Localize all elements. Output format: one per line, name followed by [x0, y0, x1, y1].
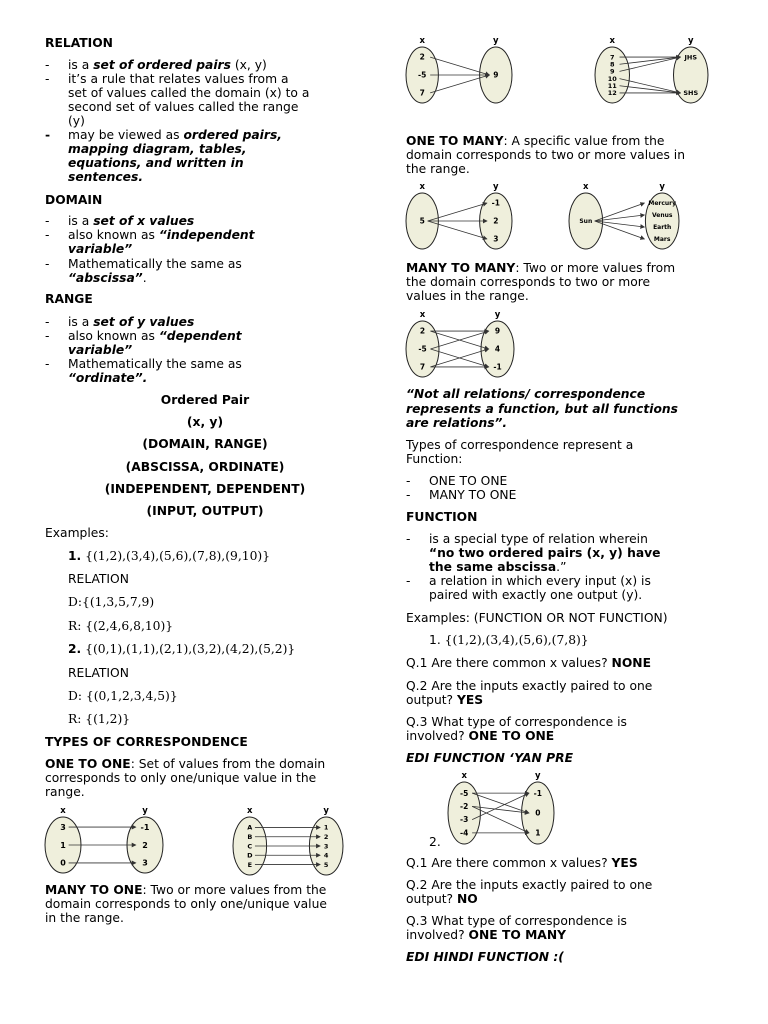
many-to-many-definition: MANY TO MANY: Two or more values from — [406, 261, 676, 275]
axis-y-label: y — [323, 806, 329, 816]
domain-value: B — [247, 832, 253, 841]
function-item-1: - is a special type of relation wherein — [406, 532, 648, 546]
domain-value: -2 — [460, 802, 469, 812]
ordered-pair-line: (DOMAIN, RANGE) — [142, 437, 268, 451]
relation-item-3-line: equations, and written in — [68, 156, 244, 170]
range-item-3: - Mathematically the same as — [45, 357, 242, 371]
one-to-one-definition: ONE TO ONE: Set of values from the domain — [45, 757, 326, 771]
range-value: 2 — [493, 216, 499, 226]
function-item-2-line: paired with exactly one output (y). — [429, 588, 643, 602]
domain-value: Sun — [579, 218, 593, 226]
question-2: Q.2 Are the inputs exactly paired to one — [406, 679, 653, 693]
question-5: Q.2 Are the inputs exactly paired to one — [406, 878, 653, 892]
function-example-1-set: 1. {(1,2),(3,4),(5,6),(7,8)} — [429, 633, 589, 647]
range-value: 5 — [323, 860, 329, 869]
range-value: 1 — [535, 828, 541, 838]
axis-x-label: x — [419, 310, 426, 320]
domain-value: D — [247, 851, 253, 860]
mapping-arrow — [620, 57, 681, 64]
range-value: 2 — [142, 840, 148, 850]
many-to-many-definition-line: values in the range. — [406, 289, 529, 303]
example-1-set: 1. {(1,2),(3,4),(5,6),(7,8),(9,10)} — [68, 549, 271, 563]
range-value: SHS — [683, 89, 699, 98]
function-item-1-line: “no two ordered pairs (x, y) have — [429, 546, 661, 560]
axis-y-label: y — [142, 806, 148, 816]
range-value: 1 — [323, 823, 329, 832]
function-examples-label: Examples: (FUNCTION OR NOT FUNCTION) — [406, 611, 668, 625]
axis-x-label: x — [609, 36, 615, 46]
range-heading: RANGE — [45, 292, 93, 306]
range-value: 3 — [323, 842, 329, 851]
one-to-many-definition-line: domain corresponds to two or more values in — [406, 148, 686, 162]
relation-item-2-line: second set of values called the range — [68, 100, 299, 114]
relation-item-2-line: set of values called the domain (x) to a — [68, 86, 310, 100]
range-value: Earth — [653, 224, 672, 232]
axis-x-label: x — [583, 182, 589, 192]
question-3-line: involved? ONE TO ONE — [406, 729, 555, 743]
range-value: -1 — [491, 198, 500, 208]
domain-value: 1 — [60, 840, 66, 850]
range-value: JHS — [684, 53, 698, 62]
axis-y-label: y — [494, 310, 501, 320]
domain-heading: DOMAIN — [45, 193, 103, 207]
domain-value: 7 — [419, 362, 426, 372]
domain-value: 0 — [60, 858, 66, 868]
range-value: Mercury — [648, 200, 677, 208]
verdict-2: EDI HINDI FUNCTION :( — [406, 950, 564, 964]
ordered-pair-line: (INDEPENDENT, DEPENDENT) — [104, 482, 306, 496]
range-item-3-line: “ordinate”. — [68, 371, 148, 385]
mapping-diagram-function-example-2 — [447, 770, 555, 846]
axis-y-label: y — [493, 36, 499, 46]
one-to-one-definition-line: corresponds to only one/unique value in the — [45, 771, 317, 785]
range-value: 3 — [142, 858, 148, 868]
range-value: Mars — [653, 236, 671, 244]
domain-value: 12 — [607, 89, 617, 98]
example-2-range: R: {(1,2)} — [68, 712, 131, 726]
example-1-domain: D:{(1,3,5,7,9) — [68, 595, 155, 609]
function-types-intro: Types of correspondence represent a — [406, 438, 634, 452]
question-2-line: output? YES — [406, 693, 484, 707]
axis-x-label: x — [461, 771, 467, 781]
example-1-type: RELATION — [68, 572, 129, 586]
example-1-range: R: {(2,4,6,8,10)} — [68, 619, 174, 633]
mapping-diagram-one-to-one-1 — [44, 805, 164, 875]
function-quote: “Not all relations/ correspondence — [406, 387, 646, 401]
domain-item-2: - also known as “independent — [45, 228, 255, 242]
mapping-diagram-one-to-many-1 — [405, 181, 513, 251]
mapping-diagram-one-to-many-2 — [568, 181, 680, 251]
range-value: -1 — [140, 822, 150, 832]
range-item-2: - also known as “dependent — [45, 329, 242, 343]
domain-value: C — [247, 842, 253, 851]
domain-value: E — [247, 860, 253, 869]
mapping-arrow — [472, 793, 529, 819]
range-value: -1 — [533, 788, 542, 798]
range-value: 2 — [323, 832, 329, 841]
many-to-one-definition-line: in the range. — [45, 911, 124, 925]
domain-value: A — [247, 823, 253, 832]
question-5-line: output? NO — [406, 892, 478, 906]
ordered-pair-title: Ordered Pair — [160, 393, 250, 407]
domain-item-3: - Mathematically the same as — [45, 257, 242, 271]
example-2-type: RELATION — [68, 666, 129, 680]
axis-x-label: x — [60, 806, 66, 816]
one-to-many-definition-line: the range. — [406, 162, 470, 176]
domain-value: -3 — [460, 815, 469, 825]
relation-heading: RELATION — [45, 36, 113, 50]
ordered-pair-line: (x, y) — [186, 415, 224, 429]
range-value: 9 — [494, 326, 501, 336]
question-4: Q.1 Are there common x values? YES — [406, 856, 638, 870]
question-3: Q.3 What type of correspondence is — [406, 715, 627, 729]
axis-y-label: y — [659, 182, 665, 192]
axis-x-label: x — [247, 806, 253, 816]
examples-label: Examples: — [45, 526, 109, 540]
range-value: 4 — [323, 851, 329, 860]
one-to-one-definition-line: range. — [45, 785, 85, 799]
range-value: 4 — [494, 344, 501, 354]
many-to-many-definition-line: the domain corresponds to two or more — [406, 275, 651, 289]
mapping-arrow — [620, 86, 681, 93]
question-1: Q.1 Are there common x values? NONE — [406, 656, 651, 670]
example-2-set: 2. {(0,1),(1,1),(2,1),(3,2),(4,2),(5,2)} — [68, 642, 296, 656]
relation-item-3-line: mapping diagram, tables, — [68, 142, 247, 156]
relation-item-2-line: (y) — [68, 114, 85, 128]
function-item-1-line: the same abscissa.” — [429, 560, 567, 574]
domain-value: 8 — [609, 60, 615, 69]
domain-item-2-line: variable” — [68, 242, 133, 256]
function-type-item: - ONE TO ONE — [406, 474, 508, 488]
function-quote-line: are relations”. — [406, 416, 508, 430]
function-example-2-number: 2. — [429, 835, 441, 849]
function-quote-line: represents a function, but all functions — [406, 402, 678, 416]
relation-item-1: - is a set of ordered pairs (x, y) — [45, 58, 267, 72]
domain-value: 2 — [419, 52, 425, 62]
domain-item-1: - is a set of x values — [45, 214, 195, 228]
axis-x-label: x — [419, 182, 425, 192]
mapping-diagram-many-to-one-2 — [594, 35, 709, 105]
domain-value: -4 — [460, 828, 469, 838]
range-value: 9 — [493, 70, 499, 80]
domain-value: -5 — [460, 788, 469, 798]
question-6: Q.3 What type of correspondence is — [406, 914, 627, 928]
range-value: 0 — [535, 808, 541, 818]
domain-value: 10 — [607, 74, 617, 83]
function-item-2: - a relation in which every input (x) is — [406, 574, 651, 588]
domain-value: 2 — [419, 326, 426, 336]
domain-value: 3 — [60, 822, 66, 832]
ordered-pair-line: (INPUT, OUTPUT) — [146, 504, 264, 518]
function-types-intro-line: Function: — [406, 452, 463, 466]
domain-value: 7 — [419, 88, 425, 98]
range-value: -1 — [493, 362, 502, 372]
domain-item-3-line: “abscissa”. — [68, 271, 147, 285]
one-to-many-definition: ONE TO MANY: A specific value from the — [406, 134, 665, 148]
domain-value: 5 — [419, 216, 425, 226]
ordered-pair-line: (ABSCISSA, ORDINATE) — [125, 460, 285, 474]
function-type-item: - MANY TO ONE — [406, 488, 517, 502]
axis-y-label: y — [493, 182, 499, 192]
relation-item-3-line: sentences. — [68, 170, 144, 184]
many-to-one-definition-line: domain corresponds to only one/unique value — [45, 897, 327, 911]
domain-value: 7 — [609, 53, 615, 62]
relation-item-2: - it’s a rule that relates values from a — [45, 72, 289, 86]
mapping-diagram-many-to-many — [405, 309, 515, 379]
axis-y-label: y — [687, 36, 694, 46]
relation-item-3: - may be viewed as ordered pairs, — [45, 128, 282, 142]
many-to-one-definition: MANY TO ONE: Two or more values from the — [45, 883, 327, 897]
domain-value: 11 — [607, 82, 617, 91]
example-2-domain: D: {(0,1,2,3,4,5)} — [68, 689, 178, 703]
mapping-diagram-one-to-one-2 — [232, 805, 344, 877]
function-heading: FUNCTION — [406, 510, 478, 524]
axis-y-label: y — [535, 771, 541, 781]
domain-value: 9 — [609, 67, 615, 76]
types-heading: TYPES OF CORRESPONDENCE — [45, 735, 248, 749]
mapping-diagram-many-to-one-1 — [405, 35, 513, 105]
range-item-2-line: variable” — [68, 343, 133, 357]
question-6-line: involved? ONE TO MANY — [406, 928, 567, 942]
axis-x-label: x — [419, 36, 425, 46]
range-value: 3 — [493, 234, 499, 244]
domain-value: -5 — [418, 70, 427, 80]
domain-value: -5 — [418, 344, 427, 354]
range-value: Venus — [651, 212, 673, 220]
verdict-1: EDI FUNCTION ‘YAN PRE — [406, 751, 573, 765]
range-item-1: - is a set of y values — [45, 315, 195, 329]
